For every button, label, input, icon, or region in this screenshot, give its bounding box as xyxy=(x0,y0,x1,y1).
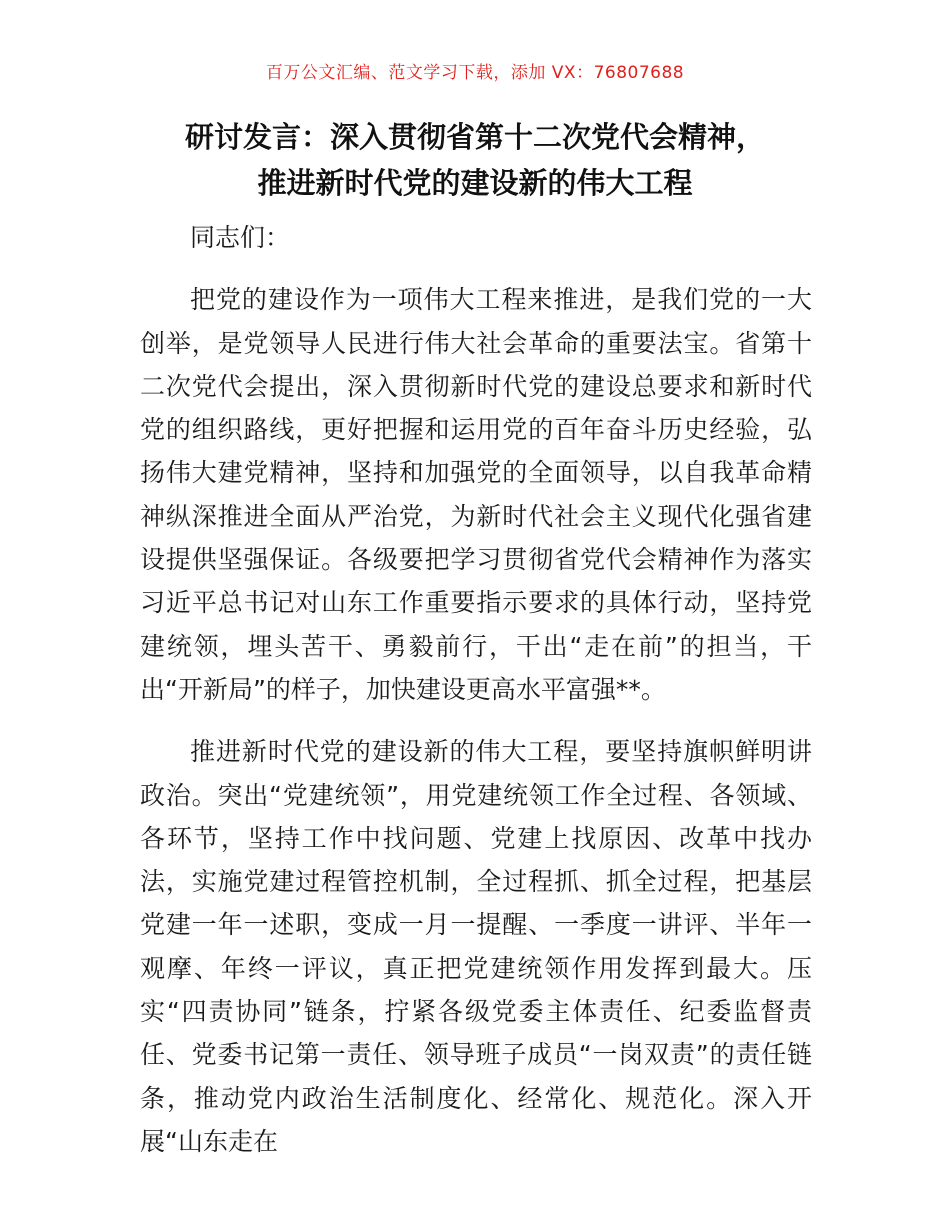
salutation: 同志们： xyxy=(190,223,291,252)
title-line-1: 研讨发言：深入贯彻省第十二次党代会精神， xyxy=(184,120,765,154)
title-line-2: 推进新时代党的建设新的伟大工程 xyxy=(257,166,693,200)
download-notice: 百万公文汇编、范文学习下载，添加 VX：76807688 xyxy=(265,63,685,83)
paragraph-2: 推进新时代党的建设新的伟大工程，要坚持旗帜鲜明讲政治。突出“党建统领”，用党建统领工作全过程、各领域、各环节，坚持工作中找问题、党建上找原因、改革中找办法，实施党建过程管控机制，全过程抓、抓全过程，把基层党建一年一述职，变成一月一提醒、一季度一讲评、半年一观摩、年终一评议，真正把党建统领作用发挥到最大。压实“四责协同”链条，拧紧各级党委主体责任、纪委监督责任、党委书记第一责任、领导班子成员“一岗双责”的责任链条，推动党内政治生活制度化、经常化、规范化。深入开展“山东走在 xyxy=(140,737,812,1156)
document-title xyxy=(80,114,870,206)
paragraph-1: 把党的建设作为一项伟大工程来推进，是我们党的一大创举，是党领导人民进行伟大社会革命的重要法宝。省第十二次党代会提出，深入贯彻新时代党的建设总要求和新时代党的组织路线，更好把握和运用党的百年奋斗历史经验，弘扬伟大建党精神，坚持和加强党的全面领导，以自我革命精神纵深推进全面从严治党，为新时代社会主义现代化强省建设提供坚强保证。各级要把学习贯彻省党代会精神作为落实习近平总书记对山东工作重要指示要求的具体行动，坚持党建统领，埋头苦干、勇毅前行，干出“走在前”的担当，干出“开新局”的样子，加快建设更高水平富强**。 xyxy=(140,285,812,704)
document-body xyxy=(140,216,812,1163)
